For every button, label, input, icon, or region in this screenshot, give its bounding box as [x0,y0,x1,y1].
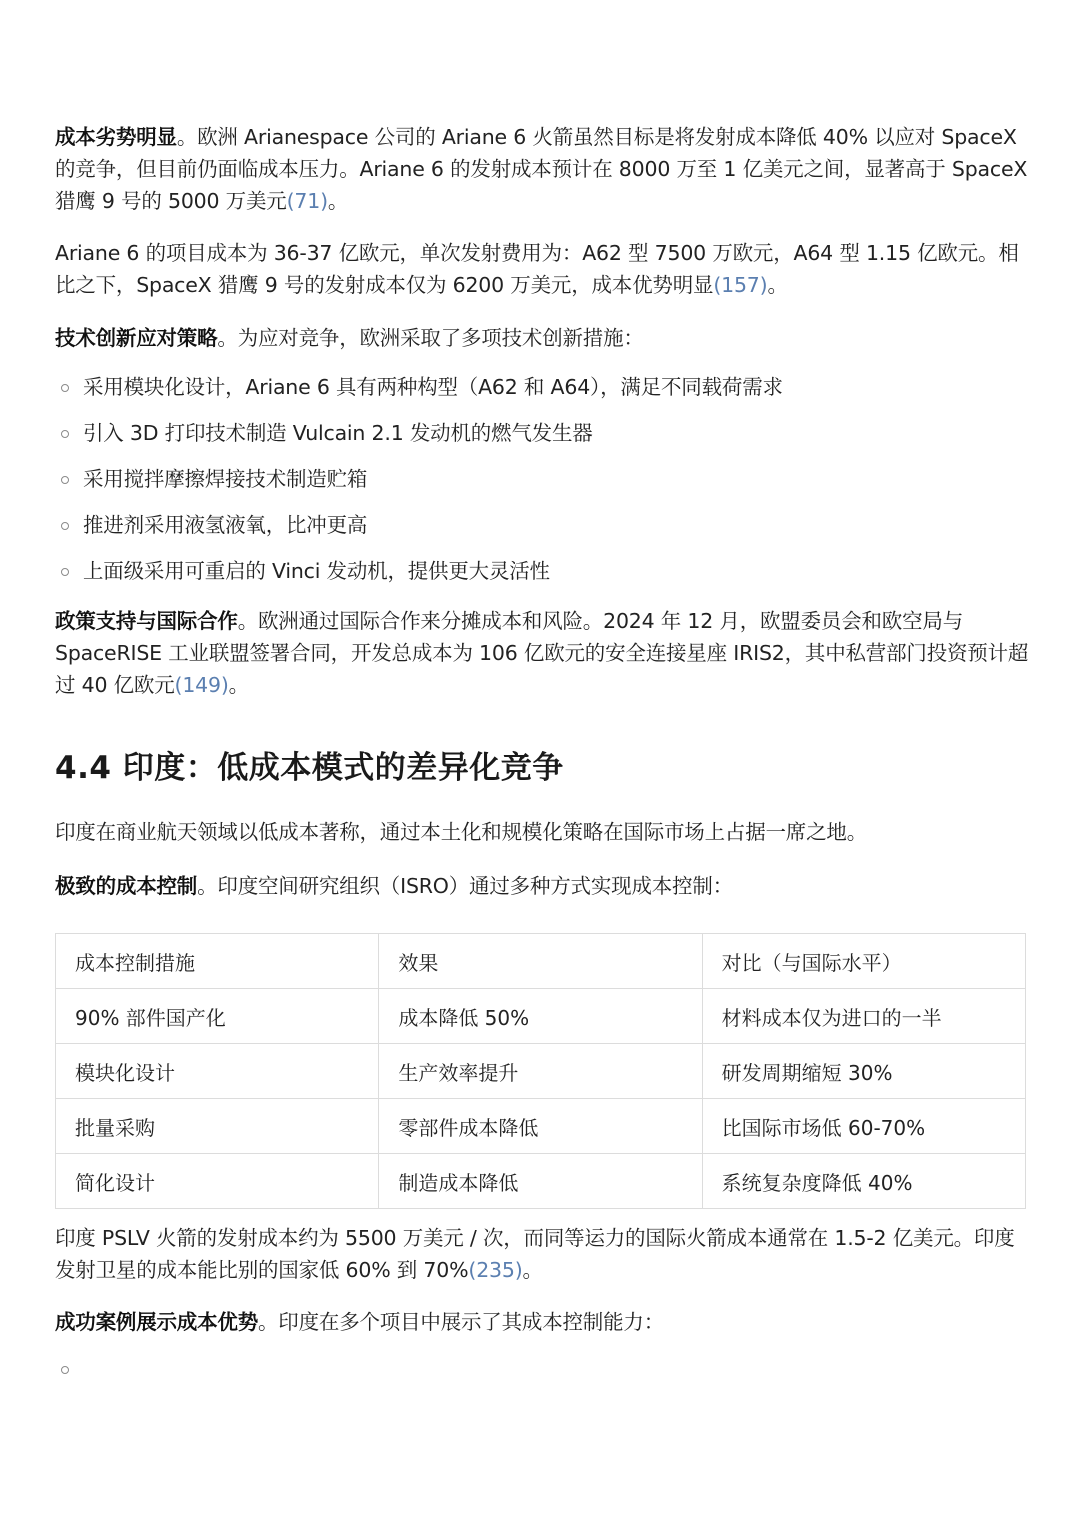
table-cell: 简化设计 [56,1154,379,1209]
table-header-cell: 成本控制措施 [56,934,379,989]
table-header-cell: 对比（与国际水平） [702,934,1025,989]
table-cell: 成本降低 50% [379,989,702,1044]
list-item-text: 引入 3D 打印技术制造 Vulcain 2.1 发动机的燃气发生器 [83,421,593,445]
paragraph-pslv-cost [55,1222,1030,1286]
citation-link[interactable]: (235) [468,1258,523,1282]
table-cell: 90% 部件国产化 [56,989,379,1044]
list-item [55,371,1030,417]
paragraph-end: 。 [327,189,349,213]
paragraph-ariane-cost [55,237,1030,301]
list-item-text: 推进剂采用液氢液氧，比冲更高 [83,513,368,537]
bullet-circle-icon [61,568,69,576]
table-row [56,989,1026,1044]
bold-lead: 政策支持与国际合作 [55,609,238,633]
list-item-text: 采用模块化设计，Ariane 6 具有两种构型（A62 和 A64），满足不同载荷需求 [83,375,783,399]
table-cell: 研发周期缩短 30% [702,1044,1025,1099]
paragraph-text: 。印度在多个项目中展示了其成本控制能力： [258,1310,664,1334]
list-item-text: 上面级采用可重启的 Vinci 发动机，提供更大灵活性 [83,559,550,583]
citation-link[interactable]: (157) [713,273,768,297]
section-heading: 4.4 印度：低成本模式的差异化竞争 [55,750,564,786]
bullet-circle-icon [61,476,69,484]
bullet-circle-icon [61,1366,69,1374]
paragraph-text: 印度 PSLV 火箭的发射成本约为 5500 万美元 / 次，而同等运力的国际火箭成本通常在 1.5-2 亿美元。印度发射卫星的成本能比别的国家低 60% 到 70% [55,1226,1015,1282]
bold-lead: 成功案例展示成本优势 [55,1310,258,1334]
paragraph-text: 。印度空间研究组织（ISRO）通过多种方式实现成本控制： [197,874,733,898]
bullet-circle-icon [61,384,69,392]
paragraph-text: 。欧洲 Arianespace 公司的 Ariane 6 火箭虽然目标是将发射成本降低 40% 以应对 SpaceX 的竞争，但目前仍面临成本压力。Ariane 6 的发射成本预计在 8000 万至 1 亿美元之间，显著高于 SpaceX 猎鹰 9 号的 5000 万美元 [55,125,1028,213]
list-item-text: 采用搅拌摩擦焊接技术制造贮箱 [83,467,368,491]
table-cell: 系统复杂度降低 40% [702,1154,1025,1209]
paragraph-text: 印度在商业航天领域以低成本著称，通过本土化和规模化策略在国际市场上占据一席之地。 [55,820,867,844]
paragraph-india-intro [55,816,1030,848]
list-item [55,463,1030,509]
paragraph-policy-support [55,605,1030,701]
list-item [55,417,1030,463]
citation-link[interactable]: (71) [286,189,328,213]
table-cell: 制造成本降低 [379,1154,702,1209]
cost-control-table [55,933,1026,1209]
bold-lead: 成本劣势明显 [55,125,177,149]
paragraph-end: 。 [767,273,788,297]
bold-lead: 极致的成本控制 [55,874,198,898]
innovation-list [55,371,1030,601]
table-cell: 零部件成本降低 [379,1099,702,1154]
paragraph-cost-control [55,870,1030,902]
paragraph-success-cases [55,1306,1030,1338]
table-cell: 批量采购 [56,1099,379,1154]
paragraph-end: 。 [228,673,249,697]
paragraph-tech-innovation [55,322,1030,354]
table-row [56,1099,1026,1154]
table-row [56,1044,1026,1099]
paragraph-end: 。 [522,1258,543,1282]
paragraph-text: Ariane 6 的项目成本为 36-37 亿欧元，单次发射费用为：A62 型 7500 万欧元，A64 型 1.15 亿欧元。相比之下，SpaceX 猎鹰 9 号的发射成本仅为 6200 万美元，成本优势明显 [55,241,1019,297]
table-row [56,1154,1026,1209]
table-header-cell: 效果 [379,934,702,989]
list-item [55,555,1030,601]
paragraph-cost-disadvantage [55,121,1030,217]
citation-link[interactable]: (149) [174,673,229,697]
bullet-circle-icon [61,522,69,530]
table-header-row [56,934,1026,989]
table-cell: 生产效率提升 [379,1044,702,1099]
paragraph-text: 。为应对竞争，欧洲采取了多项技术创新措施： [217,326,644,350]
table-cell: 比国际市场低 60-70% [702,1099,1025,1154]
bold-lead: 技术创新应对策略 [55,326,218,350]
bullet-circle-icon [61,430,69,438]
table-cell: 模块化设计 [56,1044,379,1099]
list-item [55,509,1030,555]
table-cell: 材料成本仅为进口的一半 [702,989,1025,1044]
paragraph-text: 。欧洲通过国际合作来分摊成本和风险。2024 年 12 月，欧盟委员会和欧空局与 SpaceRISE 工业联盟签署合同，开发总成本为 106 亿欧元的安全连接星座 IRIS2，其中私营部门投资预计超过 40 亿欧元 [55,609,1029,697]
